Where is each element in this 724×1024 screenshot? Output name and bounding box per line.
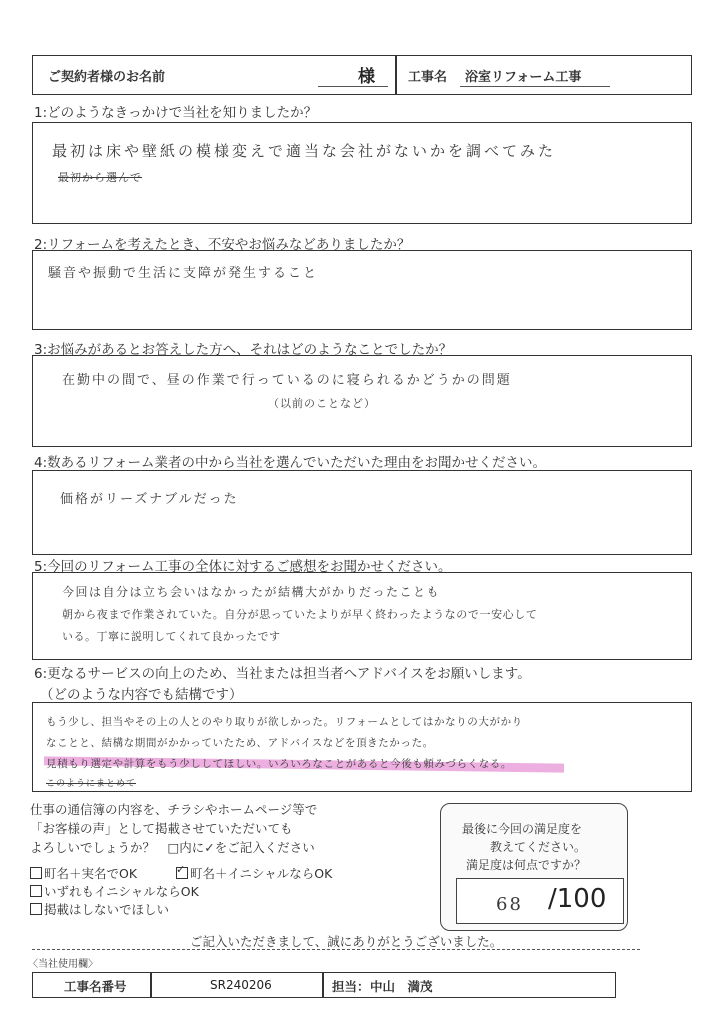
project-name: 浴室リフォーム工事	[465, 70, 582, 85]
checkbox-real-name[interactable]	[30, 867, 42, 879]
sama-label: 様	[358, 67, 375, 87]
satisfaction-line-2: 教えてください。	[490, 840, 587, 854]
option-no-publish-label: 掲載はしないでほしい	[44, 902, 170, 917]
question-3-label: 3:お悩みがあるとお答えした方へ、それはどのようなことでしたか？	[34, 342, 453, 358]
answer-2-line-1: 騒音や振動で生活に支障が発生すること	[48, 266, 319, 281]
question-6-sublabel: （どのような内容でも結構です）	[40, 687, 243, 703]
option-initials-town[interactable]	[176, 864, 332, 882]
project-name-underline	[460, 86, 610, 87]
checkbox-initials-town[interactable]	[176, 867, 188, 879]
answer-3-line-1: 在勤中の間で、昼の作業で行っているのに寝られるかどうかの問題	[62, 373, 512, 388]
project-label: 工事名	[408, 70, 448, 85]
answer-5-line-1: 今回は自分は立ち会いはなかったが結構大がかりだったことも	[62, 585, 441, 599]
question-2-label: 2:リフォームを考えたとき、不安やお悩みなどありましたか？	[34, 237, 411, 253]
question-4-label: 4:数あるリフォーム業者の中から当社を選んでいただいた理由をお聞かせください。	[34, 455, 546, 471]
answer-3-line-2: （以前のことなど）	[268, 397, 376, 410]
option-initials-town-label: 町名＋イニシャルならOK	[190, 866, 333, 881]
answer-6-line-1: もう少し、担当やその上の人とのやり取りが欲しかった。リフォームとしてはかなりの大がかり	[46, 716, 523, 728]
checkbox-initials[interactable]	[30, 885, 42, 897]
score-value: 68	[496, 894, 523, 915]
question-5-label: 5:今回のリフォーム工事の全体に対するご感想をお聞かせください。	[34, 559, 452, 575]
answer-1-struck: 最初から選んで	[58, 171, 142, 184]
question-1-label: 1:どのようなきっかけで当社を知りましたか？	[34, 105, 318, 121]
answer-1-line-1: 最初は床や壁紙の模様変えで適当な会社がないかを調べてみた	[52, 142, 557, 160]
question-6-label: 6:更なるサービスの向上のため、当社または担当者へアドバイスをお願いします。	[34, 666, 531, 682]
customer-name-underline[interactable]	[318, 86, 388, 87]
customer-name-label: ご契約者様のお名前	[48, 70, 166, 85]
option-real-name-label: 町名＋実名でOK	[44, 866, 138, 881]
answer-5-line-2: 朝から夜まで作業されていた。自分が思っていたよりが早く終わったようなので一安心して	[62, 608, 538, 621]
answer-4-line-1: 価格がリーズナブルだった	[60, 492, 239, 507]
score-max: /100	[548, 884, 607, 914]
office-divider-2	[322, 972, 324, 998]
option-initials[interactable]	[30, 882, 199, 900]
staff-label: 担当：	[332, 979, 370, 994]
option-real-name[interactable]	[30, 864, 137, 882]
dashed-divider	[32, 949, 640, 950]
project-number-label: 工事名番号	[64, 979, 127, 994]
answer-5-line-3: いる。丁寧に説明してくれて良かったです	[62, 630, 281, 643]
permission-line-3: よろしいでしょうか？ □内に✓をご記入ください	[30, 840, 315, 855]
answer-6-extra: このようにまとめて	[46, 779, 137, 789]
permission-line-1: 仕事の通信簿の内容を、チラシやホームページ等で	[30, 802, 318, 817]
option-no-publish[interactable]	[30, 900, 169, 918]
answer-6-line-3: 見積もり選定や計算をもう少ししてほしい。いろいろなことがあると今後も頼みづらくなる。	[46, 758, 512, 770]
staff-name: 中山 満茂	[370, 979, 433, 994]
checkbox-no-publish[interactable]	[30, 903, 42, 915]
permission-line-2: 「お客様の声」として掲載させていただいても	[30, 821, 293, 836]
project-number: SR240206	[210, 978, 272, 992]
thanks-message: ご記入いただきまして、誠にありがとうございました。	[190, 934, 503, 949]
office-divider-1	[150, 972, 152, 998]
answer-4-box[interactable]	[32, 470, 692, 555]
header-divider	[395, 55, 397, 95]
satisfaction-line-3: 満足度は何点ですか？	[466, 858, 587, 872]
option-initials-label: いずれもイニシャルならOK	[44, 884, 199, 899]
office-use-title: 〈当社使用欄〉	[28, 959, 98, 970]
satisfaction-line-1: 最後に今回の満足度を	[462, 822, 583, 836]
answer-6-line-2: なことと、結構な期間がかかっていたため、アドバイスなどを頂きたかった。	[46, 737, 434, 749]
